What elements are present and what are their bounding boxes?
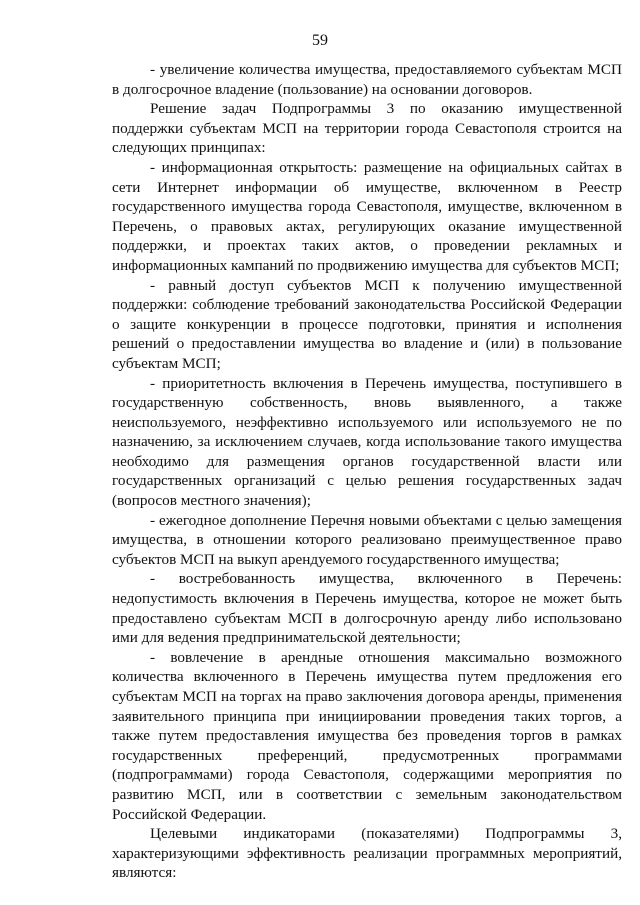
page-number: 59	[312, 32, 328, 49]
paragraph-equal-access: - равный доступ субъектов МСП к получению имущественной поддержки: соблюдение требований законодательства Российской Федерации о защите конкуренции в процессе подготовки, принятия и исполнения решений о предоставлении имущества во владение и (или) в пользование субъектам МСП;	[112, 276, 622, 372]
paragraph-priority-inclusion: - приоритетность включения в Перечень имущества, поступившего в государственную собственность, вновь выявленного, а также неиспользуемого, неэффективно используемого или используемого не по назначению, за исключением случаев, когда использование такого имущества необходимо для размещения органов государственной власти или государственных организаций с целью решения государственных задач (вопросов местного значения);	[112, 374, 622, 510]
paragraph-information-openness: - информационная открытость: размещение на официальных сайтах в сети Интернет информации об имуществе, включенном в Реестр государственного имущества города Севастополя, имуществе, включенном в Перечень, о правовых актах, регулирующих оказание имущественной поддержки, и проектах таких актов, о проведении рекламных и информационных кампаний по продвижению имущества для субъектов МСП;	[112, 158, 622, 274]
paragraph-annual-addition: - ежегодное дополнение Перечня новыми объектами с целью замещения имущества, в отношении которого реализовано преимущественное право субъектов МСП на выкуп арендуемого государственного имущества;	[112, 511, 622, 568]
paragraph-demand: - востребованность имущества, включенного в Перечень: недопустимость включения в Перечень имущества, которое не может быть предоставлено субъектам МСП в долгосрочную аренду либо использовано ими для ведения предпринимательской деятельности;	[112, 570, 622, 647]
paragraph-lease-involvement: - вовлечение в арендные отношения максимально возможного количества включенного в Перечень имущества путем предложения его субъектам МСП на торгах на право заключения договора аренды, применения заявительного принципа при инициировании проведения таких торгов, а также путем предоставления имущества без проведения торгов в рамках государственных преференций, предусмотренных программами (подпрограммами) города Севастополя, содержащими мероприятия по развитию МСП, или в соответствии с земельным законодательством Российской Федерации.	[112, 648, 622, 823]
paragraph-lease-increase: - увеличение количества имущества, предоставляемого субъектам МСП в долгосрочное владение (пользование) на основании договоров.	[112, 61, 622, 98]
paragraph-target-indicators: Целевыми индикаторами (показателями) Подпрограммы 3, характеризующими эффективность реализации программных мероприятий, являются:	[112, 825, 622, 882]
document-body	[112, 60, 622, 883]
paragraph-principles-intro: Решение задач Подпрограммы 3 по оказанию имущественной поддержки субъектам МСП на территории города Севастополя строится на следующих принципах:	[112, 100, 622, 157]
